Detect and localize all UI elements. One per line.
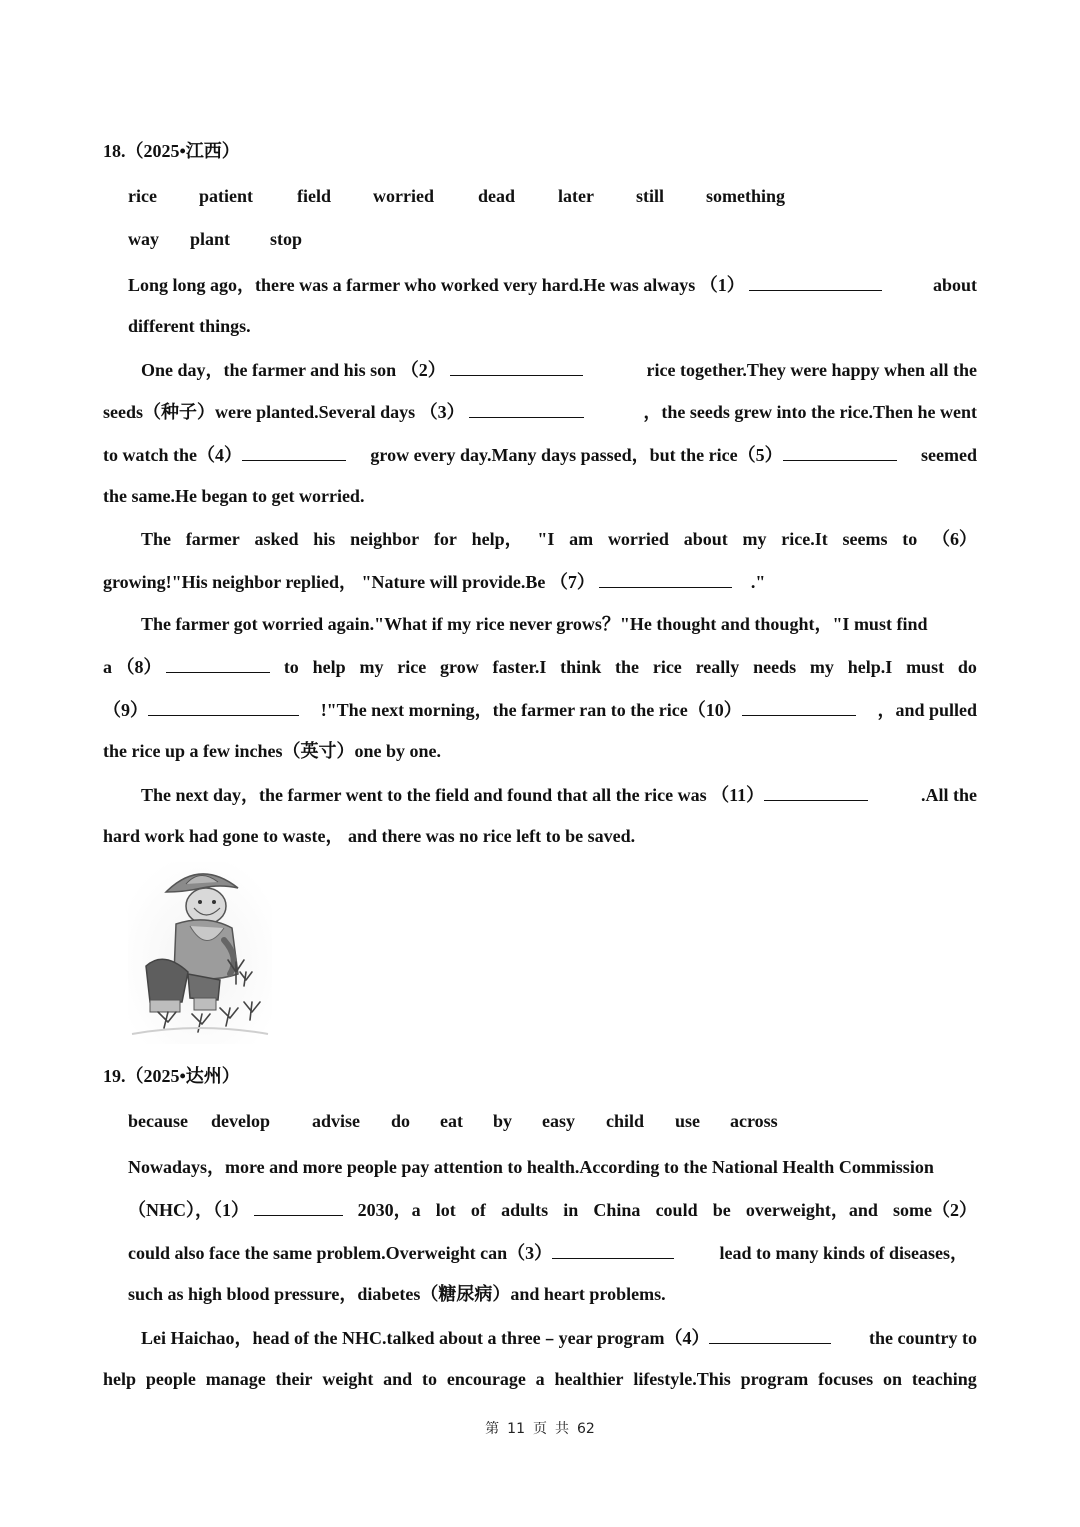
farmer-illustration — [128, 862, 272, 1044]
word-bank-18-row2 — [128, 227, 302, 251]
answer-blank-18-8[interactable] — [166, 654, 270, 673]
answer-blank-19-3[interactable] — [552, 1240, 674, 1259]
passage-line: could also face the same problem.Overweight can（3） lead to many kinds of diseases， — [128, 1240, 968, 1265]
word-bank-18-row1 — [128, 184, 785, 208]
word-bank-item: child — [606, 1111, 645, 1131]
word-bank-item: develop — [211, 1111, 271, 1131]
passage-line: The next day，the farmer went to the field and found that all the rice was （11） .All the — [141, 782, 977, 807]
passage-line: a （8） to help my rice grow faster.I think the rice really needs my help.I must do — [103, 654, 977, 679]
word-bank-item: worried — [373, 186, 434, 206]
question-18-title: 18.（2025•江西） — [103, 141, 240, 161]
passage-line: Long long ago，there was a farmer who worked very hard.He was always （1） about — [128, 272, 977, 297]
word-bank-item: advise — [312, 1111, 361, 1131]
word-bank-item: plant — [190, 229, 231, 249]
word-bank-item: because — [128, 1111, 188, 1131]
answer-blank-18-5[interactable] — [783, 442, 897, 461]
passage-line: seeds（种子）were planted.Several days （3） ，the seeds grew into the rice.Then he went — [103, 399, 977, 424]
word-bank-item: dead — [478, 186, 516, 206]
answer-blank-18-3[interactable] — [469, 399, 584, 418]
passage-line: Lei Haichao，head of the NHC.talked about a three﹣year program（4） the country to — [141, 1325, 977, 1350]
answer-blank-18-1[interactable] — [749, 272, 882, 291]
passage-line: to watch the（4） grow every day.Many days passed，but the rice（5） seemed — [103, 442, 977, 467]
word-bank-19 — [128, 1109, 778, 1133]
word-bank-item: stop — [270, 229, 303, 249]
answer-blank-18-4[interactable] — [242, 442, 346, 461]
word-bank-item: something — [706, 186, 786, 206]
word-bank-item: across — [730, 1111, 778, 1131]
passage-line: different things. — [128, 316, 251, 336]
page-total: 62 — [577, 1421, 595, 1437]
passage-line: such as high blood pressure，diabetes（糖尿病）and heart problems. — [128, 1284, 666, 1304]
word-bank-item: patient — [199, 186, 253, 206]
passage-line: The farmer asked his neighbor for help， "I am worried about my rice.It seems to （6） — [141, 529, 977, 549]
passage-line: The farmer got worried again."What if my rice never grows？"He thought and thought，"I must find — [141, 614, 928, 634]
word-bank-item: by — [493, 1111, 513, 1131]
passage-line: Nowadays，more and more people pay attention to health.According to the National Health Commission — [128, 1157, 934, 1177]
word-bank-item: easy — [542, 1111, 575, 1131]
answer-blank-18-10[interactable] — [742, 697, 856, 716]
word-bank-item: field — [297, 186, 331, 206]
answer-blank-19-1[interactable] — [254, 1197, 343, 1216]
page-footer: 第 11 页 共 62 — [485, 1421, 595, 1437]
answer-blank-18-2[interactable] — [450, 357, 583, 376]
page-number: 11 — [507, 1421, 525, 1437]
word-bank-item: use — [675, 1111, 701, 1131]
word-bank-item: still — [636, 186, 665, 206]
passage-line: help people manage their weight and to encourage a healthier lifestyle.This program focuses on teaching — [103, 1369, 977, 1389]
answer-blank-18-11[interactable] — [764, 782, 868, 801]
passage-line: One day，the farmer and his son （2） rice together.They were happy when all the — [141, 357, 977, 382]
answer-blank-18-9[interactable] — [148, 697, 299, 716]
passage-line: growing!"His neighbor replied， "Nature will provide.Be （7） ." — [103, 569, 765, 594]
question-19-title: 19.（2025•达州） — [103, 1066, 240, 1086]
passage-line: hard work had gone to waste， and there was no rice left to be saved. — [103, 826, 636, 846]
passage-line: （NHC），（1） 2030，a lot of adults in China could be overweight，and some（2） — [128, 1197, 977, 1222]
answer-blank-19-4[interactable] — [709, 1325, 831, 1344]
passage-line: the rice up a few inches（英寸）one by one. — [103, 741, 441, 761]
answer-blank-18-7[interactable] — [599, 569, 732, 588]
passage-line: （9） !"The next morning，the farmer ran to the rice（10） ，and pulled — [103, 697, 977, 722]
word-bank-item: way — [128, 229, 159, 249]
passage-line: the same.He began to get worried. — [103, 486, 365, 506]
word-bank-item: do — [391, 1111, 411, 1131]
word-bank-item: eat — [440, 1111, 463, 1131]
word-bank-item: later — [558, 186, 594, 206]
word-bank-item: rice — [128, 186, 157, 206]
